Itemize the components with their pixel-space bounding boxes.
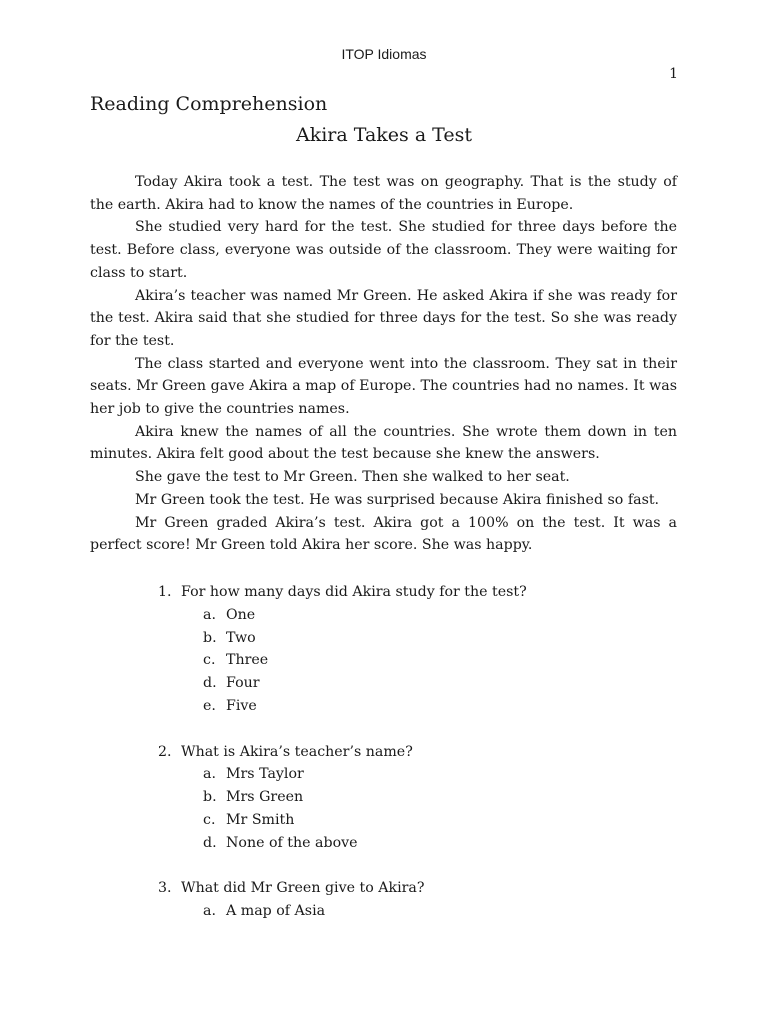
answer-option bbox=[90, 900, 677, 923]
answer-option bbox=[90, 695, 677, 718]
answer-option bbox=[90, 604, 677, 627]
story-paragraph: She studied very hard for the test. She studied for three days before the test. Before class, everyone was outside of the classroom. They were waiting for class to start. bbox=[90, 219, 677, 281]
answer-option bbox=[90, 627, 677, 650]
question-item bbox=[90, 877, 677, 923]
answer-option bbox=[90, 763, 677, 786]
option-text: Mr Smith bbox=[226, 811, 295, 828]
question-number: 1. bbox=[158, 584, 172, 600]
option-letter: a. bbox=[203, 606, 216, 623]
question-item bbox=[90, 581, 677, 718]
option-letter: c. bbox=[203, 811, 216, 828]
section-title: Reading Comprehension bbox=[90, 93, 328, 115]
story-paragraph: Akira knew the names of all the countries. She wrote them down in ten minutes. Akira felt good about the test because she knew the answers. bbox=[90, 423, 677, 463]
answer-option bbox=[90, 672, 677, 695]
story-paragraph: The class started and everyone went into the classroom. They sat in their seats. Mr Green gave Akira a map of Europe. The countries had no names. It was her job to give the countries names. bbox=[90, 355, 677, 418]
option-text: Three bbox=[226, 652, 269, 669]
story-paragraph: Mr Green graded Akira’s test. Akira got a 100% on the test. It was a perfect score! Mr Green told Akira her score. She was happy. bbox=[90, 514, 677, 554]
option-letter: b. bbox=[203, 629, 217, 646]
answer-option bbox=[90, 786, 677, 809]
option-text: Two bbox=[226, 629, 256, 646]
answer-option bbox=[90, 649, 677, 672]
option-letter: e. bbox=[203, 697, 216, 714]
page-header: ITOP Idiomas bbox=[341, 46, 427, 62]
question-number: 3. bbox=[158, 880, 172, 897]
option-text: Mrs Green bbox=[226, 789, 304, 806]
option-text: Five bbox=[226, 697, 257, 714]
option-letter: a. bbox=[203, 766, 216, 783]
page-number: 1 bbox=[669, 66, 678, 82]
option-text: Mrs Taylor bbox=[226, 766, 304, 783]
question-row bbox=[90, 741, 677, 764]
question-text: What is Akira’s teacher’s name? bbox=[181, 743, 413, 760]
option-letter: a. bbox=[203, 903, 216, 920]
question-text: What did Mr Green give to Akira? bbox=[181, 880, 425, 897]
story-paragraph: Today Akira took a test. The test was on geography. That is the study of the earth. Akira had to know the names of the countries in Europe. bbox=[90, 174, 677, 213]
option-text: A map of Asia bbox=[226, 903, 326, 920]
story-title: Akira Takes a Test bbox=[295, 124, 473, 146]
option-letter: d. bbox=[203, 834, 217, 851]
story-paragraph: She gave the test to Mr Green. Then she walked to her seat. bbox=[135, 469, 570, 486]
question-number: 2. bbox=[158, 743, 172, 760]
question-row bbox=[90, 581, 677, 604]
question-text: For how many days did Akira study for the test? bbox=[181, 584, 527, 600]
answer-option bbox=[90, 809, 677, 832]
option-letter: d. bbox=[203, 675, 217, 692]
answer-option bbox=[90, 832, 677, 855]
story-body bbox=[90, 171, 677, 557]
question-item bbox=[90, 741, 677, 855]
option-letter: b. bbox=[203, 789, 217, 806]
option-letter: c. bbox=[203, 652, 216, 669]
option-text: One bbox=[226, 606, 256, 623]
question-list bbox=[90, 581, 677, 946]
option-text: Four bbox=[226, 675, 260, 692]
question-row bbox=[90, 877, 677, 900]
option-text: None of the above bbox=[226, 834, 358, 851]
story-paragraph: Mr Green took the test. He was surprised because Akira finished so fast. bbox=[135, 491, 660, 508]
story-paragraph: Akira’s teacher was named Mr Green. He asked Akira if she was ready for the test. Akira said that she studied for three days for the test. So she was ready for the test. bbox=[90, 287, 677, 349]
